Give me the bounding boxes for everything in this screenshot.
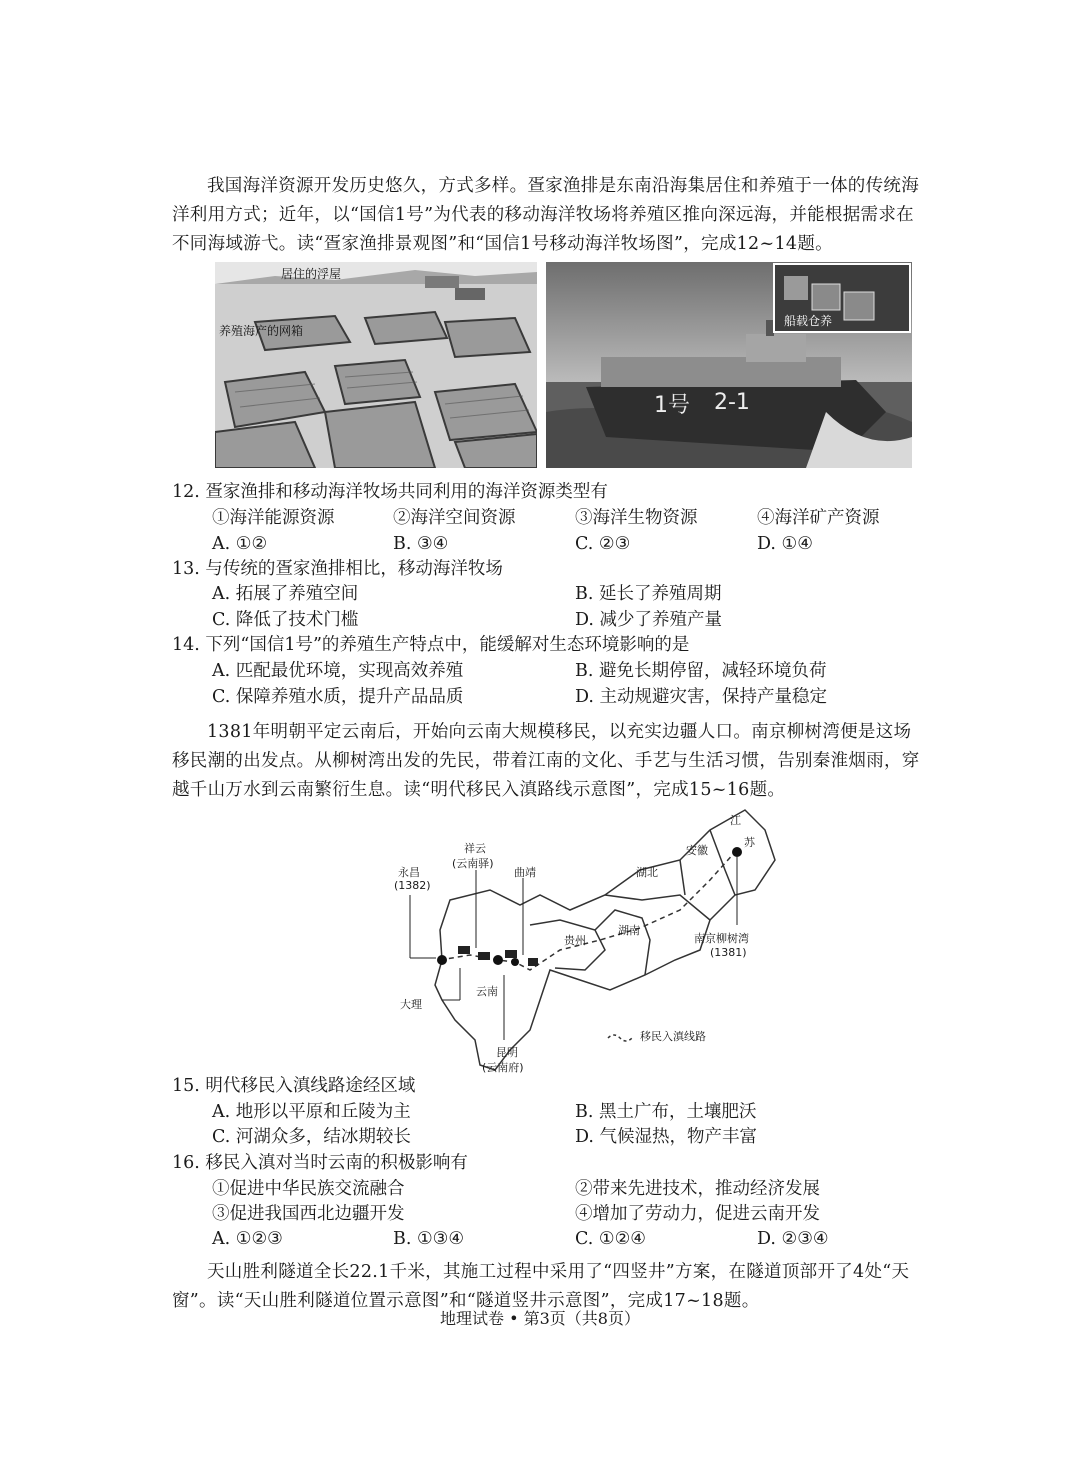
q14-choice-c[interactable]: C. 保障养殖水质，提升产品品质 [212, 687, 464, 707]
label-aquaculture-cage: 养殖海产的网箱 [219, 324, 304, 338]
map-label-nanjing-year: (1381) [710, 946, 747, 959]
map-label-yunnanyi: (云南驿) [452, 857, 494, 870]
q16-item-2: ②带来先进技术，推动经济发展 [575, 1179, 820, 1199]
map-legend-route: 移民入滇线路 [640, 1030, 706, 1043]
q12-choice-a[interactable]: A. ①② [212, 534, 268, 554]
map-label-hubei: 湖北 [636, 866, 658, 879]
q14-choice-a[interactable]: A. 匹配最优环境，实现高效养殖 [212, 661, 464, 681]
q16-choice-a[interactable]: A. ①②③ [212, 1229, 283, 1249]
ship-illustration [546, 262, 912, 468]
intro-paragraph-ocean: 我国海洋资源开发历史悠久，方式多样。疍家渔排是东南沿海集居住和养殖于一体的传统海洋利用方式；近年，以“国信1号”为代表的移动海洋牧场将养殖区推向深远海，并能根据需求在不同海域游弋。读“疍家渔排景观图”和“国信1号移动海洋牧场图”，完成12~14题。 [172, 176, 919, 254]
map-label-nanjing: 南京柳树湾 [694, 932, 749, 945]
hull-text: 1号 [654, 393, 690, 418]
intro-paragraph-tunnel: 天山胜利隧道全长22.1千米，其施工过程中采用了“四竖井”方案，在隧道顶部开了4处“天窗”。读“天山胜利隧道位置示意图”和“隧道竖井示意图”，完成17~18题。 [172, 1262, 910, 1311]
q12-item-1: ①海洋能源资源 [212, 508, 335, 528]
map-label-anhui: 安徽 [686, 844, 708, 857]
question-12-stem: 12. 疍家渔排和移动海洋牧场共同利用的海洋资源类型有 [172, 482, 608, 502]
q15-choice-a[interactable]: A. 地形以平原和丘陵为主 [212, 1102, 411, 1122]
q14-choice-b[interactable]: B. 避免长期停留，减轻环境负荷 [575, 661, 827, 681]
map-label-yunnanfu: (云南府) [482, 1061, 524, 1074]
question-14-stem: 14. 下列“国信1号”的养殖生产特点中，能缓解对生态环境影响的是 [172, 635, 690, 655]
q15-choice-d[interactable]: D. 气候湿热，物产丰富 [575, 1127, 758, 1147]
q12-item-2: ②海洋空间资源 [393, 508, 516, 528]
q15-choice-c[interactable]: C. 河湖众多，结冰期较长 [212, 1127, 411, 1147]
question-15-stem: 15. 明代移民入滇线路途经区域 [172, 1076, 416, 1096]
q12-choice-b[interactable]: B. ③④ [393, 534, 449, 554]
q16-item-4: ④增加了劳动力，促进云南开发 [575, 1204, 820, 1224]
q12-choice-c[interactable]: C. ②③ [575, 534, 631, 554]
q16-item-1: ①促进中华民族交流融合 [212, 1179, 405, 1199]
q16-item-3: ③促进我国西北边疆开发 [212, 1204, 405, 1224]
q16-choice-b[interactable]: B. ①③④ [393, 1229, 465, 1249]
page-footer: 地理试卷 • 第3页（共8页） [440, 1309, 640, 1328]
map-label-guizhou: 贵州 [564, 934, 586, 947]
q13-choice-c[interactable]: C. 降低了技术门槛 [212, 610, 359, 630]
q16-choice-d[interactable]: D. ②③④ [757, 1229, 829, 1249]
q15-choice-b[interactable]: B. 黑土广布，土壤肥沃 [575, 1102, 757, 1122]
map-label-yongchang-year: (1382) [394, 879, 431, 892]
q16-choice-c[interactable]: C. ①②④ [575, 1229, 646, 1249]
q12-choice-d[interactable]: D. ①④ [757, 534, 813, 554]
photo-danjia-fishing-rafts [215, 262, 537, 468]
label-floating-house: 居住的浮屋 [281, 267, 342, 281]
migration-route-map [380, 800, 780, 1080]
q12-item-4: ④海洋矿产资源 [757, 508, 880, 528]
q14-choice-d[interactable]: D. 主动规避灾害，保持产量稳定 [575, 687, 828, 707]
map-label-yongchang: 永昌 [398, 866, 420, 879]
q12-item-3: ③海洋生物资源 [575, 508, 698, 528]
photo-guoxin-ship [546, 262, 912, 468]
hull-number: 2-1 [714, 390, 750, 415]
fishing-raft-illustration [215, 262, 537, 468]
map-label-yunnan: 云南 [476, 985, 498, 998]
map-label-xiangyun: 祥云 [464, 842, 486, 855]
map-label-kunming: 昆明 [496, 1046, 518, 1059]
q13-choice-a[interactable]: A. 拓展了养殖空间 [212, 584, 359, 604]
map-label-jiangsu-2: 苏 [744, 836, 755, 849]
map-label-hunan: 湖南 [618, 924, 640, 937]
label-ship-based-tanks: 船载仓养 [784, 314, 833, 328]
map-label-dali: 大理 [400, 998, 422, 1011]
map-label-jiangsu-1: 江 [730, 814, 741, 827]
question-13-stem: 13. 与传统的疍家渔排相比，移动海洋牧场 [172, 559, 503, 579]
intro-paragraph-migration: 1381年明朝平定云南后，开始向云南大规模移民，以充实边疆人口。南京柳树湾便是这场移民潮的出发点。从柳树湾出发的先民，带着江南的文化、手艺与生活习惯，告别秦淮烟雨，穿越千山万水到云南繁衍生息。读“明代移民入滇路线示意图”，完成15~16题。 [172, 722, 920, 800]
question-16-stem: 16. 移民入滇对当时云南的积极影响有 [172, 1153, 468, 1173]
q13-choice-b[interactable]: B. 延长了养殖周期 [575, 584, 722, 604]
map-label-qujing: 曲靖 [514, 866, 536, 879]
q13-choice-d[interactable]: D. 减少了养殖产量 [575, 610, 723, 630]
